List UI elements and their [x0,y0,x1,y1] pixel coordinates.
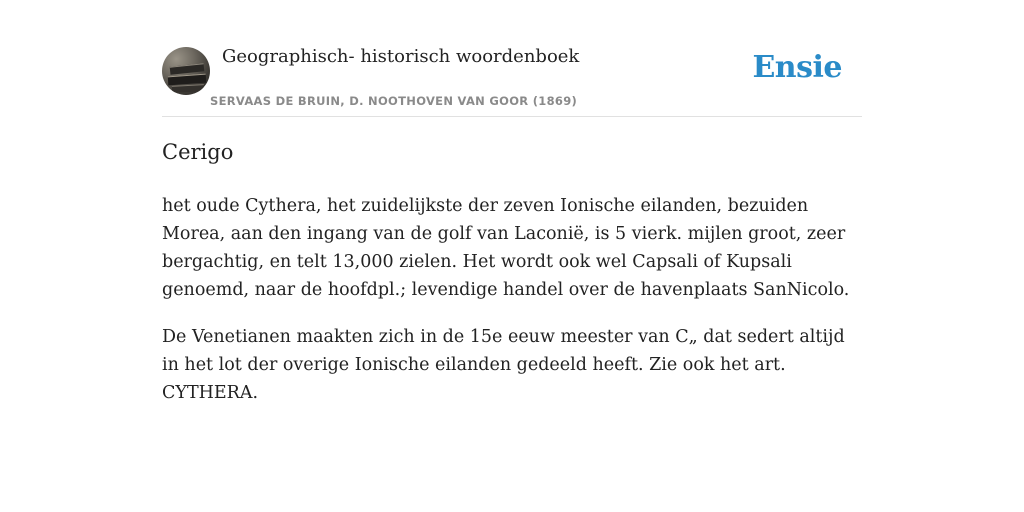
book-spine [170,63,205,75]
page-container [162,0,862,403]
book-spine [172,84,204,93]
entry-paragraph: De Venetianen maakten zich in de 15e eeuw meester van C„ dat sedert altijd in het lot der overige Ionische eilanden gedeeld heeft. Zie ook het art. CYTHERA. [162,327,845,403]
entry-title: Cerigo [162,140,234,164]
book-author: SERVAAS DE BRUIN, D. NOOTHOVEN VAN GOOR (1869) [210,94,578,108]
entry-body [162,192,862,426]
entry-paragraph: het oude Cythera, het zuidelijkste der zeven Ionische eilanden, bezuiden Morea, aan den ingang van de golf van Laconië, is 5 vierk. mijlen groot, zeer bergachtig, en telt 13,000 zielen. Het wordt ook wel Capsali of Kupsali genoemd, naar de hoofdpl.; levendige handel over de havenplaats SanNicolo. [162,196,850,300]
book-title-link[interactable]: Geographisch- historisch woordenboek [222,46,580,67]
book-cover-icon[interactable] [162,47,210,95]
book-header [162,0,862,117]
brand-logo-link[interactable]: Ensie [752,50,842,85]
